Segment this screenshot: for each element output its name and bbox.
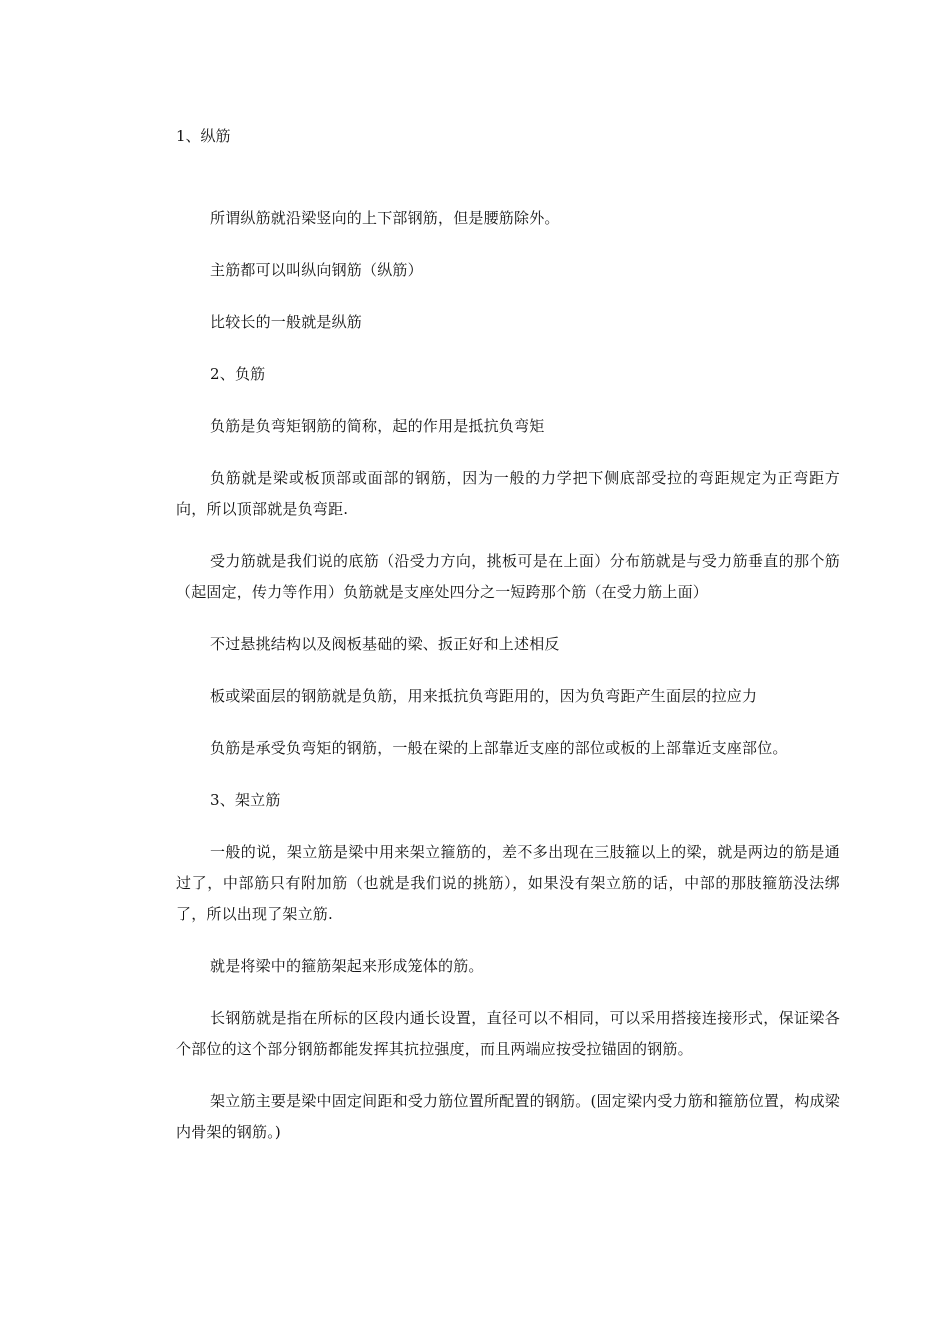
paragraph: 就是将梁中的箍筋架起来形成笼体的筋。 bbox=[210, 957, 484, 975]
paragraph: 所谓纵筋就沿梁竖向的上下部钢筋，但是腰筋除外。 bbox=[210, 209, 560, 227]
document-body bbox=[176, 203, 840, 1169]
section-heading-longitudinal-bars: 1、纵筋 bbox=[176, 127, 231, 145]
paragraph: 负筋是承受负弯矩的钢筋，一般在梁的上部靠近支座的部位或板的上部靠近支座部位。 bbox=[210, 739, 788, 757]
paragraph: 主筋都可以叫纵向钢筋（纵筋） bbox=[210, 261, 423, 279]
section-heading-negative-bars: 2、负筋 bbox=[210, 365, 266, 383]
section-heading-erection-bars: 3、架立筋 bbox=[210, 791, 281, 809]
paragraph: 不过悬挑结构以及阀板基础的梁、扳正好和上述相反 bbox=[210, 635, 560, 653]
paragraph: 长钢筋就是指在所标的区段内通长设置，直径可以不相同，可以采用搭接连接形式，保证梁各个部位的这个部分钢筋都能发挥其抗拉强度，而且两端应按受拉锚固的钢筋。 bbox=[176, 1009, 840, 1058]
paragraph: 架立筋主要是梁中固定间距和受力筋位置所配置的钢筋。(固定梁内受力筋和箍筋位置，构成梁内骨架的钢筋。) bbox=[176, 1092, 840, 1141]
paragraph: 板或梁面层的钢筋就是负筋，用来抵抗负弯距用的，因为负弯距产生面层的拉应力 bbox=[210, 687, 758, 705]
paragraph: 一般的说，架立筋是梁中用来架立箍筋的，差不多出现在三肢箍以上的梁，就是两边的筋是通过了，中部筋只有附加筋（也就是我们说的挑筋），如果没有架立筋的话，中部的那肢箍筋没法绑了，所以出现了架立筋. bbox=[176, 843, 840, 923]
paragraph: 负筋就是梁或板顶部或面部的钢筋，因为一般的力学把下侧底部受拉的弯距规定为正弯距方向，所以顶部就是负弯距. bbox=[176, 469, 840, 518]
paragraph: 负筋是负弯矩钢筋的简称，起的作用是抵抗负弯矩 bbox=[210, 417, 545, 435]
paragraph: 比较长的一般就是纵筋 bbox=[210, 313, 363, 331]
paragraph: 受力筋就是我们说的底筋（沿受力方向，挑板可是在上面）分布筋就是与受力筋垂直的那个筋（起固定，传力等作用）负筋就是支座处四分之一短跨那个筋（在受力筋上面） bbox=[176, 552, 840, 601]
